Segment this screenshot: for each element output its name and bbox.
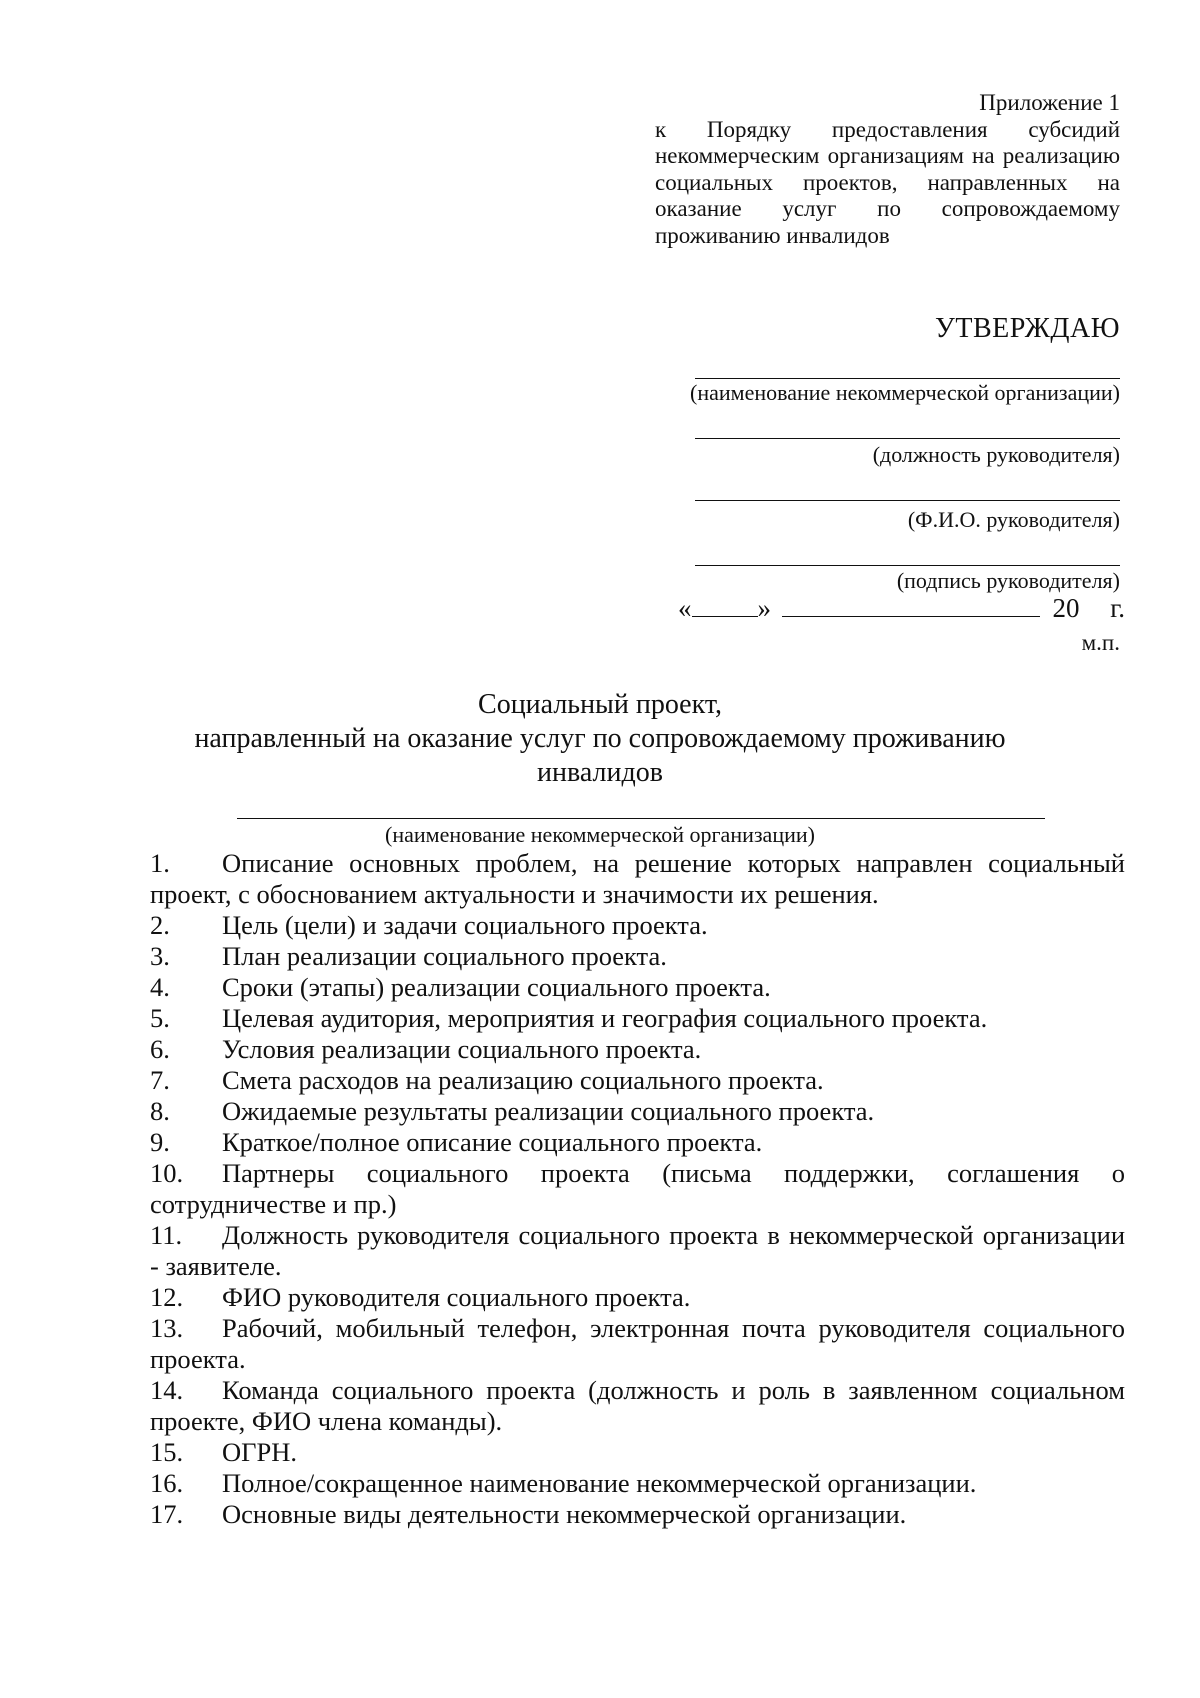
list-item: [150, 1065, 1125, 1096]
item-text: Партнеры социального проекта (письма поддержки, соглашения о сотрудничестве и пр.): [150, 1158, 1125, 1219]
item-number: 7.: [150, 1065, 170, 1095]
list-item: [150, 1158, 1125, 1220]
item-number: 10.: [150, 1158, 184, 1188]
appendix-text: к Порядку предоставления субсидий некоммерческим организациям на реализацию социальных проектов, направленных на оказание услуг по сопровождаемому проживанию инвалидов: [655, 116, 1120, 248]
list-item: [150, 1375, 1125, 1437]
item-text: Описание основных проблем, на решение которых направлен социальный проект, с обоснованием актуальности и значимости их решения.: [150, 848, 1125, 909]
list-item: [150, 1468, 1125, 1499]
item-number: 13.: [150, 1313, 184, 1343]
appendix-block: [655, 90, 1120, 249]
item-number: 1.: [150, 848, 170, 878]
day-blank: [692, 596, 758, 617]
name-caption: (Ф.И.О. руководителя): [907, 507, 1120, 532]
item-number: 15.: [150, 1437, 184, 1467]
requirements-list: [150, 848, 1125, 1530]
approval-title: УТВЕРЖДАЮ: [935, 313, 1120, 344]
name-line: [695, 500, 1120, 501]
appendix-title: Приложение 1: [979, 90, 1120, 115]
date-close-quote: »: [757, 593, 771, 623]
item-text: Краткое/полное описание социального проекта.: [222, 1127, 763, 1157]
item-number: 4.: [150, 972, 170, 1002]
list-item: [150, 1437, 1125, 1468]
heading-line-3: инвалидов: [537, 757, 663, 788]
list-item: [150, 1096, 1125, 1127]
heading-line-2: направленный на оказание услуг по сопровождаемому проживанию: [194, 723, 1006, 754]
item-number: 14.: [150, 1375, 184, 1405]
item-number: 5.: [150, 1003, 170, 1033]
list-item: [150, 1034, 1125, 1065]
list-item: [150, 1220, 1125, 1282]
signature-caption: (подпись руководителя): [896, 568, 1120, 593]
item-text: Цель (цели) и задачи социального проекта.: [222, 910, 708, 940]
list-item: [150, 848, 1125, 910]
list-item: [150, 1282, 1125, 1313]
item-number: 2.: [150, 910, 170, 940]
position-caption: (должность руководителя): [872, 442, 1120, 467]
month-blank: [782, 596, 1040, 617]
year-suffix: г.: [1110, 593, 1126, 623]
list-item: [150, 1313, 1125, 1375]
signature-line: [695, 565, 1120, 566]
date-open-quote: «: [678, 593, 692, 623]
item-text: Основные виды деятельности некоммерческой организации.: [222, 1499, 907, 1529]
item-text: Смета расходов на реализацию социального проекта.: [222, 1065, 824, 1095]
item-text: Целевая аудитория, мероприятия и география социального проекта.: [222, 1003, 988, 1033]
list-item: [150, 941, 1125, 972]
item-text: Сроки (этапы) реализации социального проекта.: [222, 972, 771, 1002]
document-heading: [0, 688, 1200, 790]
org-name-line: [695, 378, 1120, 379]
item-text: Рабочий, мобильный телефон, электронная почта руководителя социального проекта.: [150, 1313, 1125, 1374]
item-text: Полное/сокращенное наименование некоммерческой организации.: [222, 1468, 977, 1498]
list-item: [150, 1499, 1125, 1530]
item-number: 11.: [150, 1220, 183, 1250]
heading-line-1: Социальный проект,: [478, 689, 722, 720]
item-number: 17.: [150, 1499, 184, 1529]
list-item: [150, 972, 1125, 1003]
list-item: [150, 1003, 1125, 1034]
item-text: Должность руководителя социального проекта в некоммерческой организации - заявителе.: [150, 1220, 1125, 1281]
year-prefix: 20: [1052, 593, 1080, 623]
item-number: 12.: [150, 1282, 184, 1312]
heading-org-caption: (наименование некоммерческой организации): [385, 822, 815, 847]
list-item: [150, 1127, 1125, 1158]
item-text: План реализации социального проекта.: [222, 941, 667, 971]
seal-mark: м.п.: [1081, 630, 1120, 655]
item-text: Условия реализации социального проекта.: [222, 1034, 702, 1064]
item-number: 3.: [150, 941, 170, 971]
item-text: Команда социального проекта (должность и роль в заявленном социальном проекте, ФИО члена команды).: [150, 1375, 1125, 1436]
list-item: [150, 910, 1125, 941]
item-number: 16.: [150, 1468, 184, 1498]
item-number: 6.: [150, 1034, 170, 1064]
item-text: ОГРН.: [222, 1437, 297, 1467]
heading-org-line: [237, 818, 1045, 819]
item-text: Ожидаемые результаты реализации социального проекта.: [222, 1096, 875, 1126]
item-number: 9.: [150, 1127, 170, 1157]
item-number: 8.: [150, 1096, 170, 1126]
org-name-caption: (наименование некоммерческой организации): [690, 380, 1120, 405]
position-line: [695, 438, 1120, 439]
item-text: ФИО руководителя социального проекта.: [222, 1282, 691, 1312]
approval-date: [678, 593, 1125, 624]
